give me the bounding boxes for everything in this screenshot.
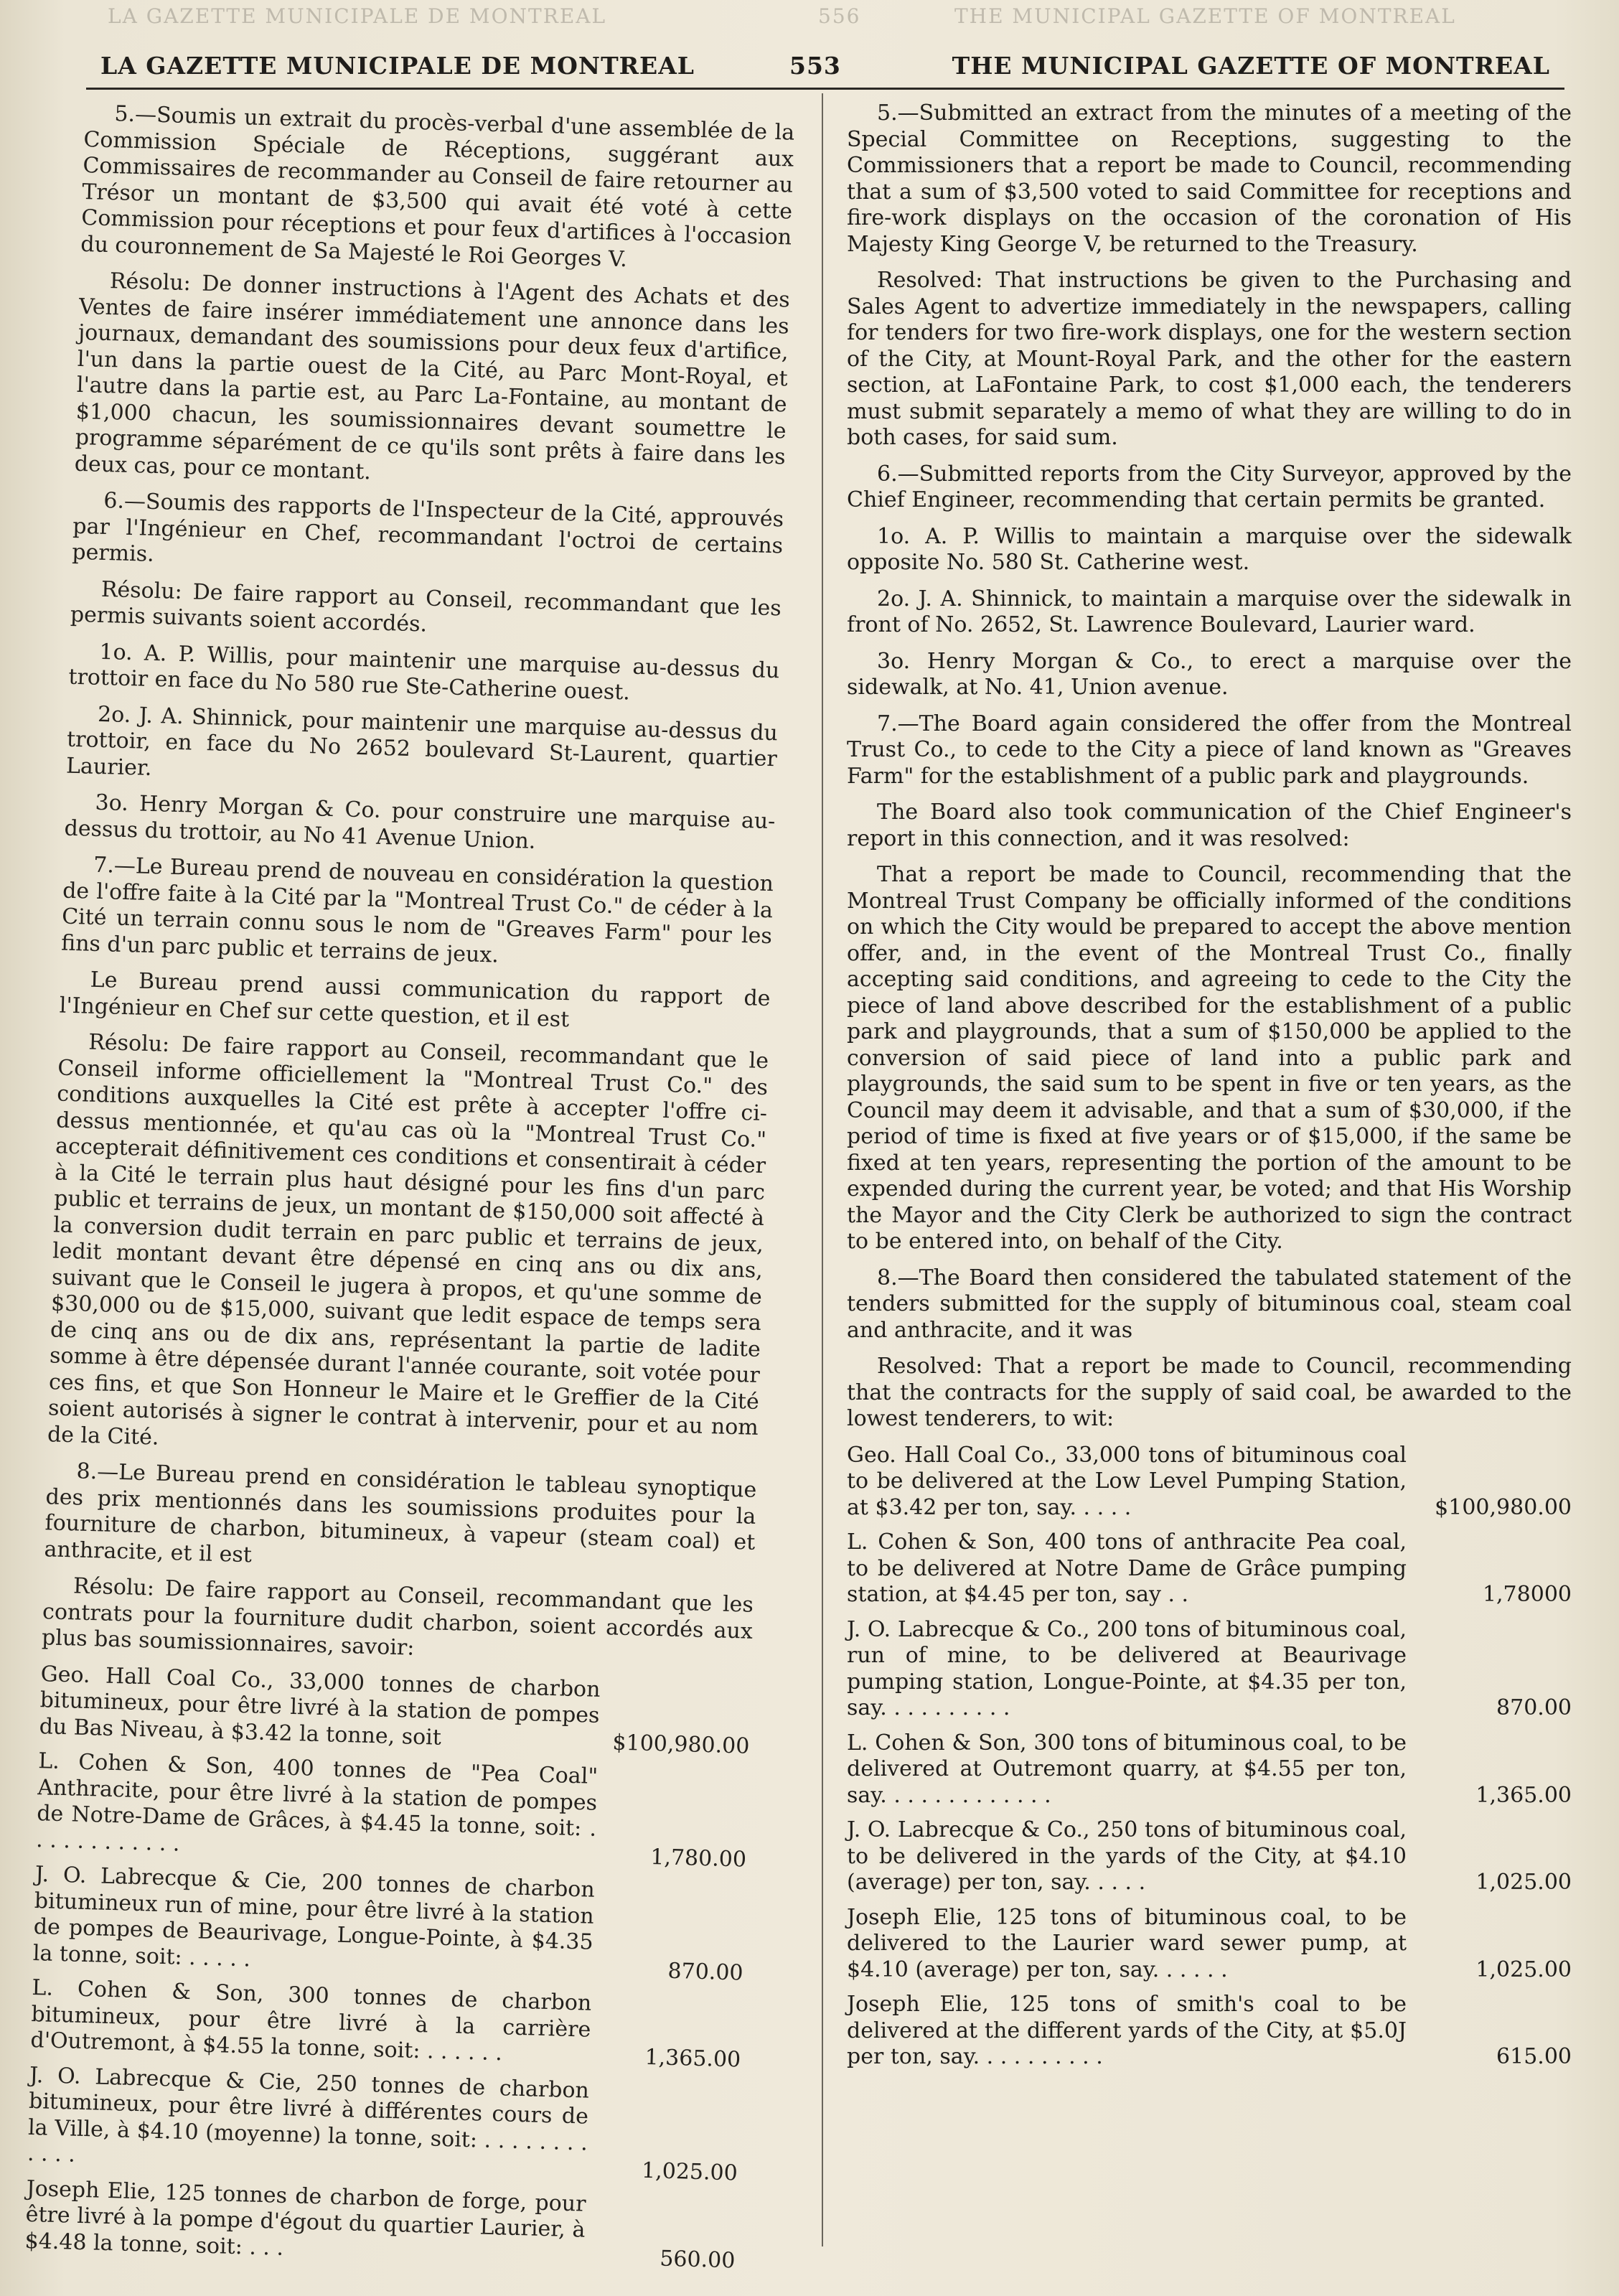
bleed-through-left: LA GAZETTE MUNICIPALE DE MONTREAL (108, 4, 607, 28)
en-contract-amount: 1,365.00 (1475, 1782, 1572, 1808)
fr-paragraph: 5.—Soumis un extrait du procès-verbal d'une assemblée de la Commission Spéciale de Réceptions, suggérant aux Commissaires de recommander au Conseil de faire retourner au Trésor un montant de $3,500 qui avait été voté à cette Commission pour réceptions et pour feux d'artifices à l'occasion du couronnement de Sa Majesté le Roi Georges V. (80, 101, 795, 272)
fr-contract-text: L. Cohen & Son, 300 tonnes de charbon bitumineux, pour être livré à la carrière d'Outremont, à $4.55 la tonne, soit: . . . . . . (30, 1974, 592, 2066)
fr-contract-text: Geo. Hall Coal Co., 33,000 tonnes de charbon bitumineux, pour être livré à la station de pompes du Bas Niveau, à $3.42 la tonne, soit (39, 1661, 601, 1751)
en-contract-amount: 1,025.00 (1475, 1957, 1572, 1982)
header-english-title: THE MUNICIPAL GAZETTE OF MONTREAL (952, 52, 1550, 80)
en-paragraph: Resolved: That instructions be given to the Purchasing and Sales Agent to advertize immediately in the newspapers, calling for tenders for two fire-work displays, one for the western section of the City, at Mount-Royal Park, and the other for the eastern section, at LaFontaine Park, to cost $1,000 each, the tenderers must submit separately a memo of what they are willing to do in both cases, for said sum. (847, 268, 1572, 450)
en-contract-text: J. O. Labrecque & Co., 250 tons of bituminous coal, to be delivered in the yards of the City, at $4.10 (average) per ton, say. . . . . (847, 1817, 1407, 1895)
en-contract-text: L. Cohen & Son, 300 tons of bituminous coal, to be delivered at Outremont quarry, at $4.55 per ton, say. . . . . . . . . . . . . (847, 1730, 1407, 1808)
fr-contract-text: J. O. Labrecque & Cie, 250 tonnes de charbon bitumineux, pour être livré à différentes cours de la Ville, à $4.10 (moyenne) la tonne, soit: . . . . . . . . . . . . (27, 2062, 590, 2168)
fr-paragraph: 2o. J. A. Shinnick, pour maintenir une marquise au-dessus du trottoir, en face du No 2652 boulevard St-Laurent, quartier Laurier. (65, 701, 779, 781)
en-contract-item (847, 1992, 1572, 2071)
french-column (24, 100, 795, 2282)
fr-contract-item (36, 1748, 749, 1873)
fr-contract-amount: $100,980.00 (612, 1729, 750, 1759)
fr-contract-amount: 1,025.00 (641, 2157, 738, 2186)
en-contract-text: Joseph Elie, 125 tons of bituminous coal, to be delivered to the Laurier ward sewer pump, at $4.10 (average) per ton, say. . . . . . (847, 1904, 1407, 1982)
fr-contract-amount: 1,365.00 (644, 2044, 741, 2073)
en-paragraph: 6.—Submitted reports from the City Surveyor, approved by the Chief Engineer, recommending that certain permits be granted. (847, 461, 1572, 512)
fr-contract-amount: 870.00 (667, 1958, 744, 1986)
en-contract-item (847, 1443, 1572, 1522)
fr-paragraph: 1o. A. P. Willis, pour maintenir une marquise au-dessus du trottoir en face du No 580 rue Ste-Catherine ouest. (68, 639, 780, 706)
column-divider (822, 93, 823, 2246)
header-french-title: LA GAZETTE MUNICIPALE DE MONTREAL (100, 52, 695, 80)
page-number: 553 (789, 52, 841, 80)
en-paragraph: 7.—The Board again considered the offer from the Montreal Trust Co., to cede to the City a piece of land known as "Greaves Farm" for the establishment of a public park and playgrounds. (847, 711, 1572, 789)
bleed-through-right: THE MUNICIPAL GAZETTE OF MONTREAL (954, 4, 1456, 28)
en-contract-item (847, 1617, 1572, 1722)
fr-contract-item (39, 1662, 751, 1760)
en-paragraph: Resolved: That a report be made to Council, recommending that the contracts for the supply of said coal, be awarded to the lowest tenderers, to wit: (847, 1354, 1572, 1431)
en-contract-amount: 1,025.00 (1475, 1870, 1572, 1895)
en-contract-item (847, 1730, 1572, 1809)
en-paragraph: That a report be made to Council, recommending that the Montreal Trust Company be officially informed of the conditions on which the City would be prepared to accept the above mention offer, and, in the event of the Montreal Trust Co., finally accepting said conditions, and agreeing to cede to the City the piece of land above described for the establishment of a public park and playgrounds, that a sum of $150,000 be applied to the conversion of said piece of land into a public park and playgrounds, the said sum to be spent in five or ten years, as the Council may deem it advisable, and that a sum of $30,000, if the period of time is fixed at five years or of $15,000, if the same be fixed at ten years, representing the portion of the amount to be expended during the current year, be voted; and that His Worship the Mayor and the City Clerk be authorized to sign the contract to be entered into, on behalf of the City. (847, 862, 1572, 1254)
fr-contract-text: Joseph Elie, 125 tonnes de charbon de forge, pour être livré à la pompe d'égout du quartier Laurier, à $4.48 la tonne, soit: . . . (24, 2175, 586, 2261)
fr-paragraph: Le Bureau prend aussi communication du rapport de l'Ingénieur en Chef sur cette question, et il est (59, 967, 771, 1032)
en-contract-amount: $100,980.00 (1435, 1494, 1572, 1520)
fr-paragraph: Résolu: De faire rapport au Conseil, recommandant que le Conseil informe officiellement la "Montreal Trust Co." des conditions auxquelles la Cité est prête à accepter l'offre ci-dessus mentionnée, et qu'au cas où la "Montreal Trust Co." accepterait définitivement ces conditions et consentirait à céder à la Cité le terrain plus haut désigné pour les fins d'un parc public et terrains de jeux, un montant de $150,000 soit affecté à la conversion dudit terrain en parc public et terrains de jeux, ledit montant devant être dépensé en cinq ans ou dix ans, suivant que le Conseil le jugera à propos, et qu'une somme de $30,000 ou de $15,000, suivant que ledit espace de temps sera de cinq ans ou de dix ans, représentant la partie de ladite somme à être dépensée durant l'année courante, soit votée pour ces fins, et que Son Honneur le Maire et le Greffier de la Cité soient autorisés à signer le contrat à intervenir, pour et au nom de la Cité. (47, 1029, 769, 1451)
en-contract-item (847, 1905, 1572, 1984)
fr-contract-text: J. O. Labrecque & Cie, 200 tonnes de charbon bitumineux run of mine, pour être livré à la station de pompes de Beaurivage, Longue-Pointe, à $4.35 la tonne, soit: . . . . . (32, 1862, 596, 1972)
fr-paragraph: Résolu: De faire rapport au Conseil, recommandant que les permis suivants soient accordés. (70, 576, 782, 637)
fr-contract-amount: 560.00 (659, 2246, 736, 2273)
fr-paragraph: 7.—Le Bureau prend de nouveau en considération la question de l'offre faite à la Cité par la "Montreal Trust Co." de céder à la Cité un terrain connu sous le nom de "Greaves Farm" pour les fins d'un parc public et terrains de jeux. (60, 852, 774, 968)
fr-contract-amount: 1,780.00 (649, 1844, 747, 1873)
en-contract-text: Geo. Hall Coal Co., 33,000 tons of bituminous coal to be delivered at the Low Level Pumping Station, at $3.42 per ton, say. . . . . (847, 1442, 1407, 1520)
fr-paragraph: 3o. Henry Morgan & Co. pour construire une marquise au-dessus du trottoir, au No 41 Avenue Union. (64, 789, 776, 854)
en-contract-amount: 615.00 (1496, 2044, 1572, 2069)
fr-paragraph: 6.—Soumis des rapports de l'Inspecteur de la Cité, approuvés par l'Ingénieur en Chef, recommandant l'octroi de certains permis. (71, 487, 784, 567)
header-rule (86, 88, 1564, 90)
en-paragraph: 3o. Henry Morgan & Co., to erect a marquise over the sidewalk, at No. 41, Union avenue. (847, 648, 1572, 700)
en-contract-amount: 870.00 (1496, 1695, 1572, 1720)
en-contract-amount: 1,78000 (1482, 1582, 1572, 1607)
en-contract-item (847, 1529, 1572, 1608)
en-paragraph: 1o. A. P. Willis to maintain a marquise over the sidewalk opposite No. 580 St. Catherine west. (847, 523, 1572, 575)
en-contract-text: Joseph Elie, 125 tons of smith's coal to be delivered at the different yards of the City, at $5.0J per ton, say. . . . . . . . . . (847, 1992, 1407, 2069)
en-paragraph: 8.—The Board then considered the tabulated statement of the tenders submitted for the supply of bituminous coal, steam coal and anthracite, and it was (847, 1265, 1572, 1343)
fr-paragraph: Résolu: De donner instructions à l'Agent des Achats et des Ventes de faire insérer immédiatement une annonce dans les journaux, demandant des soumissions pour deux feux d'artifice, l'un dans la partie ouest de la Cité, au Parc Mont-Royal, et l'autre dans la partie est, au Parc La-Fontaine, au montant de $1,000 chacun, les soumissionnaires devant soumettre le programme séparément de ce qu'ils sont prêts à faire dans les deux cas, pour ce montant. (74, 268, 791, 484)
english-column (847, 100, 1572, 2079)
fr-contract-item (27, 2062, 741, 2187)
en-paragraph: The Board also took communication of the Chief Engineer's report in this connection, and it was resolved: (847, 800, 1572, 851)
en-contract-text: J. O. Labrecque & Co., 200 tons of bituminous coal, run of mine, to be delivered at Beaurivage pumping station, Longue-Pointe, at $4.35 per ton, say. . . . . . . . . . (847, 1616, 1407, 1720)
fr-contract-item (32, 1862, 746, 1987)
fr-contract-item (24, 2175, 737, 2274)
bleed-through-num: 556 (818, 4, 861, 28)
en-contract-item (847, 1817, 1572, 1896)
en-contract-text: L. Cohen & Son, 400 tons of anthracite Pea coal, to be delivered at Notre Dame de Grâce pumping station, at $4.45 per ton, say . . (847, 1529, 1407, 1607)
page-header (100, 52, 1550, 88)
en-paragraph: 2o. J. A. Shinnick, to maintain a marquise over the sidewalk in front of No. 2652, St. Lawrence Boulevard, Laurier ward. (847, 586, 1572, 637)
en-paragraph: 5.—Submitted an extract from the minutes of a meeting of the Special Committee on Receptions, suggesting to the Commissioners that a report be made to Council, recommending that a sum of $3,500 voted to said Committee for receptions and fire-work displays on the occasion of the coronation of His Majesty King George V, be returned to the Treasury. (847, 100, 1572, 257)
fr-paragraph: 8.—Le Bureau prend en considération le tableau synoptique des prix mentionnés dans les soumissions produites pour la fourniture de charbon, bitumineux, à vapeur (steam coal) et anthracite, et il est (44, 1458, 757, 1568)
fr-contract-item (30, 1975, 743, 2074)
fr-paragraph: Résolu: De faire rapport au Conseil, recommandant que les contrats pour la fourniture dudit charbon, soient accordés aux plus bas soumissionnaires, savoir: (41, 1573, 754, 1661)
fr-contract-text: L. Cohen & Son, 400 tonnes de "Pea Coal" Anthracite, pour être livré à la station de pompes de Notre-Dame de Grâces, à $4.45 la tonne, soit: . . . . . . . . . . . . (35, 1748, 599, 1857)
